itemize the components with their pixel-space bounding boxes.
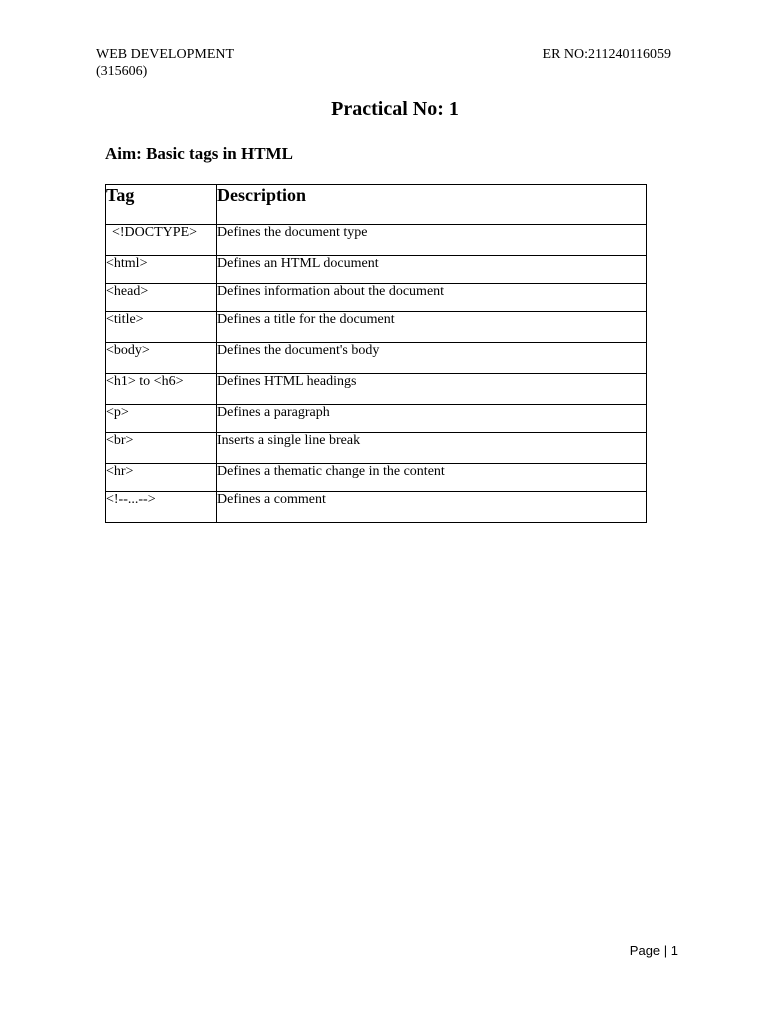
tag-cell: <br> <box>106 433 217 464</box>
description-cell: Inserts a single line break <box>217 433 647 464</box>
column-header-description: Description <box>217 185 647 225</box>
page-number: Page | 1 <box>629 943 678 958</box>
tag-cell: <title> <box>106 312 217 343</box>
description-cell: Defines an HTML document <box>217 256 647 284</box>
table-row <box>106 225 647 256</box>
tag-cell: <p> <box>106 405 217 433</box>
table-row <box>106 284 647 312</box>
table-row <box>106 343 647 374</box>
column-header-tag: Tag <box>106 185 217 225</box>
tag-cell: <head> <box>106 284 217 312</box>
description-cell: Defines HTML headings <box>217 374 647 405</box>
enrollment-number: ER NO:211240116059 <box>542 47 671 62</box>
tags-table <box>105 184 647 523</box>
course-name: WEB DEVELOPMENT <box>96 47 235 62</box>
table-row <box>106 464 647 492</box>
table-row <box>106 405 647 433</box>
description-cell: Defines a paragraph <box>217 405 647 433</box>
description-cell: Defines the document type <box>217 225 647 256</box>
tag-cell: <h1> to <h6> <box>106 374 217 405</box>
table-row <box>106 433 647 464</box>
description-cell: Defines a thematic change in the content <box>217 464 647 492</box>
description-cell: Defines a title for the document <box>217 312 647 343</box>
tag-cell: <!--...--> <box>106 492 217 523</box>
tag-cell: <hr> <box>106 464 217 492</box>
table-row <box>106 312 647 343</box>
table-row <box>106 256 647 284</box>
tag-cell: <html> <box>106 256 217 284</box>
description-cell: Defines a comment <box>217 492 647 523</box>
course-code: (315606) <box>96 64 148 79</box>
table-row <box>106 374 647 405</box>
table-row <box>106 492 647 523</box>
table-header-row <box>106 185 647 225</box>
description-cell: Defines information about the document <box>217 284 647 312</box>
tag-cell: <body> <box>106 343 217 374</box>
tag-cell: <!DOCTYPE> <box>106 225 217 256</box>
header-course <box>96 46 234 80</box>
page-title: Practical No: 1 <box>331 98 459 120</box>
description-cell: Defines the document's body <box>217 343 647 374</box>
aim-heading: Aim: Basic tags in HTML <box>105 144 293 163</box>
